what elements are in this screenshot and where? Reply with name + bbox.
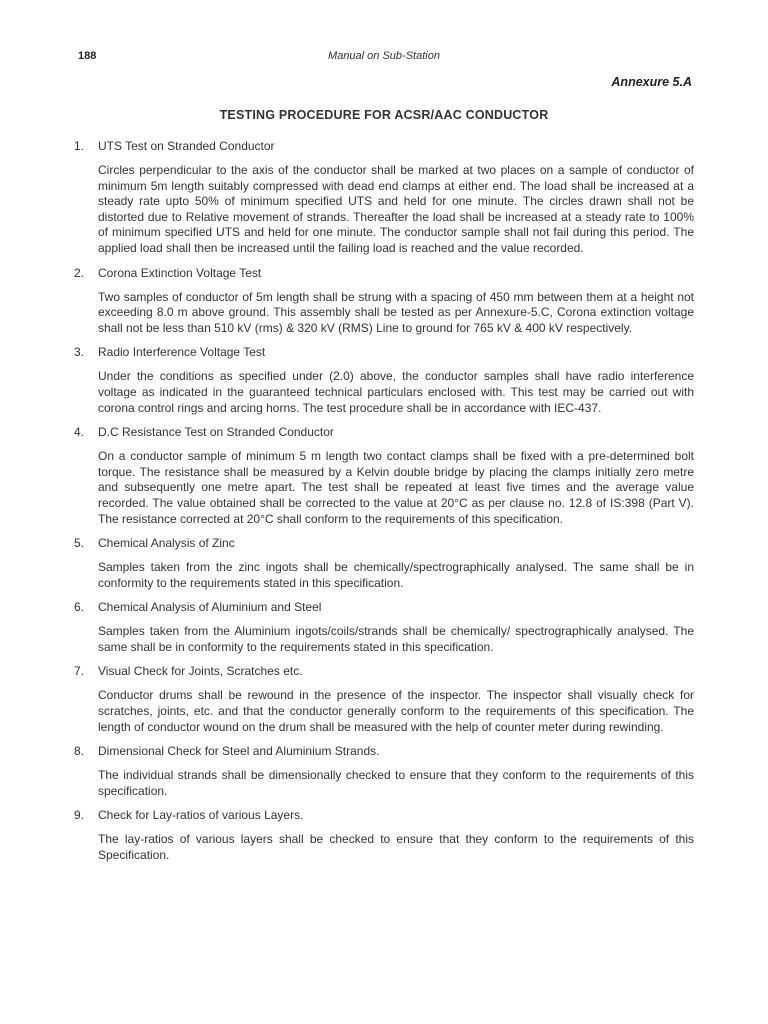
list-item-zinc-analysis [74,536,694,591]
list-item-number: 5. [74,536,85,551]
list-item-heading-text: Chemical Analysis of Zinc [98,536,235,551]
list-item-heading-text: D.C Resistance Test on Stranded Conductor [98,425,334,440]
list-item-heading [74,536,694,551]
list-item-number: 6. [74,600,85,615]
list-item-visual-check [74,664,694,735]
list-item-heading-text: Check for Lay-ratios of various Layers. [98,808,304,823]
list-item-dc-resistance-test [74,425,694,527]
list-item-heading-text: Chemical Analysis of Aluminium and Steel [98,600,322,615]
list-item-body: Under the conditions as specified under (2.0) above, the conductor samples shall have radio interference voltage as indicated in the guaranteed technical particulars enclosed with. This test may be carried out with corona control rings and arcing horns. The test procedure shall be in accordance with IEC-437. [98,369,694,415]
list-item-heading [74,600,694,615]
list-item-heading-text: Radio Interference Voltage Test [98,345,266,360]
list-item-number: 4. [74,425,85,440]
list-item-corona-test [74,266,694,337]
list-item-body: Circles perpendicular to the axis of the conductor shall be marked at two places on a sample of conductor of minimum 5m length suitably compressed with dead end clamps at either end. The load shall be increased at a steady rate upto 50% of minimum specified UTS and held for one minute. The circles drawn shall not be distorted due to Relative movement of strands. Thereafter the load shall be increased at a steady rate to 100% of minimum specified UTS and held for one minute. The conductor sample shall not fail during this period. The applied load shall then be increased until the failing load is reached and the value recorded. [98,163,694,255]
list-item-heading [74,266,694,281]
page-title: TESTING PROCEDURE FOR ACSR/AAC CONDUCTOR [219,108,549,122]
list-item-heading-text: Dimensional Check for Steel and Aluminium Strands. [98,744,380,759]
list-item-uts-test [74,139,694,257]
list-item-radio-interference-test [74,345,694,416]
list-item-number: 3. [74,345,85,360]
list-item-aluminium-steel-analysis [74,600,694,655]
list-item-heading [74,425,694,440]
list-item-number: 8. [74,744,85,759]
annexure-label: Annexure 5.A [611,75,692,89]
list-item-number: 2. [74,265,85,280]
list-item-heading-text: Corona Extinction Voltage Test [98,265,262,280]
list-item-number: 9. [74,808,85,823]
list-item-heading [74,664,694,679]
list-item-body: Samples taken from the Aluminium ingots/coils/strands shall be chemically/ spectrographically analysed. The same shall be in conformity to the requirements stated in this specification. [98,624,694,654]
running-header-title: Manual on Sub-Station [328,50,440,62]
list-item-body: Two samples of conductor of 5m length shall be strung with a spacing of 450 mm between them at a height not exceeding 8.0 m above ground. This assembly shall be tested as per Annexure-5.C, Corona extinction voltage shall not be less than 510 kV (rms) & 320 kV (RMS) Line to ground for 765 kV & 400 kV respectively. [98,289,694,335]
list-item-lay-ratio-check [74,808,694,863]
list-item-body: Samples taken from the zinc ingots shall be chemically/spectrographically analysed. The same shall be in conformity to the requirements stated in this specification. [98,560,694,590]
list-item-heading [74,345,694,360]
list-item-heading [74,808,694,823]
list-item-number: 7. [74,664,85,679]
list-item-number: 1. [74,139,85,153]
list-item-heading [74,744,694,759]
list-item-body: The lay-ratios of various layers shall be checked to ensure that they conform to the requirements of this Specification. [98,832,694,863]
list-item-dimensional-check [74,744,694,799]
list-item-heading [74,139,694,154]
list-item-heading-text: Visual Check for Joints, Scratches etc. [98,664,303,679]
list-item-heading-text: UTS Test on Stranded Conductor [98,139,275,153]
test-procedure-list [74,139,694,864]
list-item-body: The individual strands shall be dimensionally checked to ensure that they conform to the requirements of this specification. [98,768,694,798]
list-item-body: On a conductor sample of minimum 5 m length two contact clamps shall be fixed with a pre-determined bolt torque. The resistance shall be measured by a Kelvin double bridge by placing the clamps initially zero metre and subsequently one metre apart. The test shall be repeated at least five times and the average value recorded. The value obtained shall be corrected to the value at 20°C as per clause no. 12.8 of IS:398 (Part V). The resistance corrected at 20°C shall conform to the requirements of this specification. [98,449,694,526]
page-number: 188 [78,50,97,62]
list-item-body: Conductor drums shall be rewound in the presence of the inspector. The inspector shall visually check for scratches, joints, etc. and that the conductor generally conform to the requirements of this specification. The length of conductor wound on the drum shall be measured with the help of counter meter during rewinding. [98,688,694,734]
